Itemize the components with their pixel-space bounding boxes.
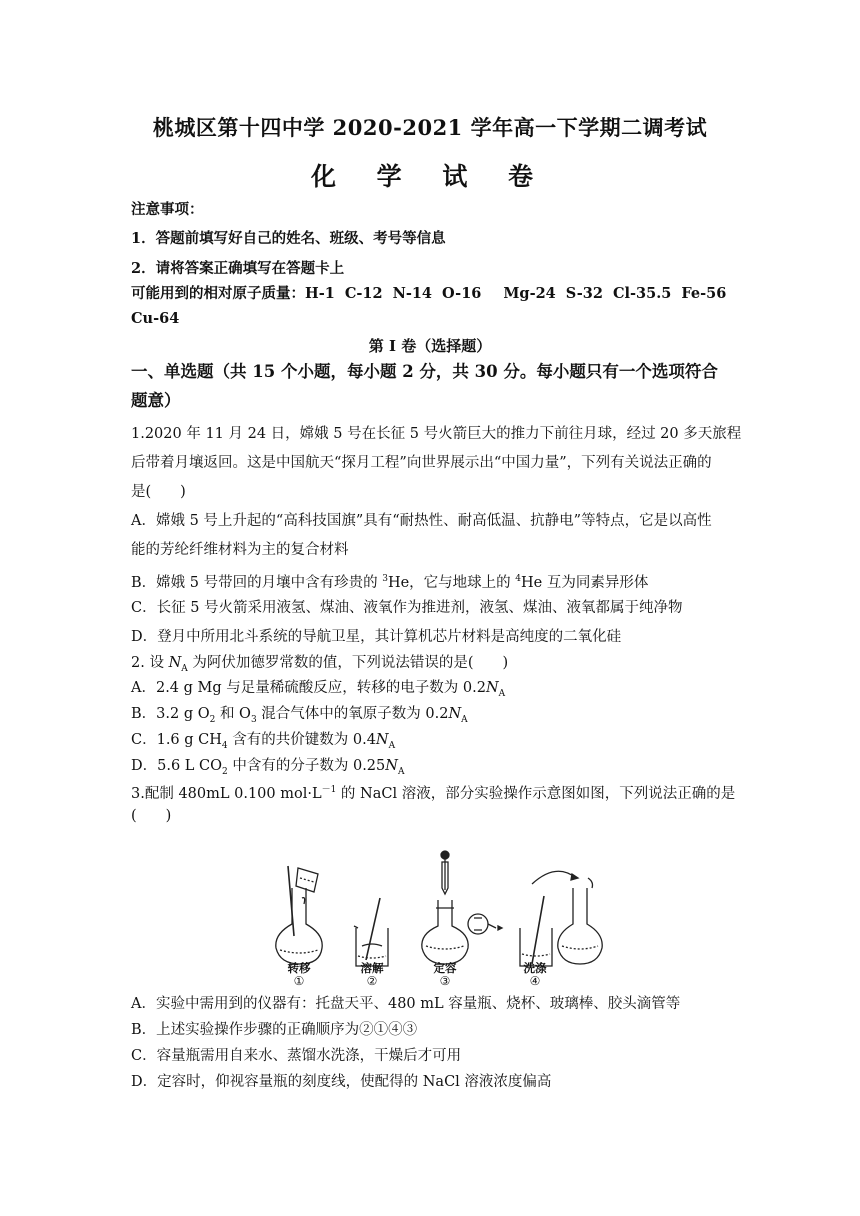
dissolve-apparatus xyxy=(354,898,388,966)
exam-subtitle: 化 学 试 卷 xyxy=(310,162,550,191)
q3-experiment-figure xyxy=(270,848,610,990)
mass-o: O-16 xyxy=(442,285,482,302)
q2-option-b: B．3.2 g $O_2$ 和 $O_3$ 混合气体中的氧原子数为 $0.2N_A$ xyxy=(131,706,468,725)
q3-stem: 3.配制 480mL 0.100 $mol\cdot L^{-1}$ 的 NaCl 溶液，部分实验操作示意图如图，下列说法正确的是 xyxy=(131,785,736,802)
mass-h: H-1 xyxy=(305,285,335,302)
wash-apparatus xyxy=(520,871,602,966)
figure-number-4: ④ xyxy=(529,974,541,988)
q3-option-b: B．上述实验操作步骤的正确顺序为②①④③ xyxy=(131,1022,418,1038)
notice-item-2: 2．请将答案正确填写在答题卡上 xyxy=(131,260,345,277)
q1-option-b: B．嫦娥 5 号带回的月壤中含有珍贵的 $^3$He，它与地球上的 $^4$He 互为同素异形体 xyxy=(131,574,649,591)
masses-label: 可能用到的相对原子质量： xyxy=(131,285,305,302)
q1-option-c: C．长征 5 号火箭采用液氢、煤油、液氧作为推进剂，液氢、煤油、液氧都属于纯净物 xyxy=(131,600,683,616)
q2-option-a: A．2.4 g Mg 与足量稀硫酸反应，转移的电子数为 $0.2N_A$ xyxy=(131,680,506,699)
q1-stem-line2: 后带着月壤返回。这是中国航天“探月工程”向世界展示出“中国力量”，下列有关说法正确的 xyxy=(131,455,712,471)
q3-option-d: D．定容时，仰视容量瓶的刻度线，使配得的 NaCl 溶液浓度偏高 xyxy=(131,1074,552,1090)
figure-number-2: ② xyxy=(366,974,378,988)
section-heading-line1: 一、单选题（共 15 个小题，每小题 2 分，共 30 分。每小题只有一个选项符合 xyxy=(131,362,718,381)
figure-label-3: 定容 xyxy=(433,961,457,975)
exam-title: 桃城区第十四中学 2020-2021 学年高一下学期二调考试 xyxy=(152,115,708,140)
q2-stem: 2. 设 $N_A$ 为阿伏加德罗常数的值，下列说法错误的是( ) xyxy=(131,655,509,674)
mass-s: S-32 xyxy=(565,285,603,302)
section-heading-line2: 题意） xyxy=(131,391,181,410)
q1-stem-line1: 1.2020 年 11 月 24 日，嫦娥 5 号在长征 5 号火箭巨大的推力下前往月球，经过 20 多天旅程 xyxy=(131,426,742,442)
q3-option-a: A．实验中需用到的仪器有：托盘天平、480 mL 容量瓶、烧杯、玻璃棒、胶头滴管等 xyxy=(131,996,681,1012)
q1-option-a-line1: A．嫦娥 5 号上升起的“高科技国旗”具有“耐热性、耐高低温、抗静电”等特点，它是以高性 xyxy=(131,513,712,529)
q1-option-d: D．登月中所用北斗系统的导航卫星，其计算机芯片材料是高纯度的二氧化硅 xyxy=(131,629,622,645)
mass-fe: Fe-56 xyxy=(681,285,727,302)
figure-number-3: ③ xyxy=(439,974,451,988)
notice-item-1: 1．答题前填写好自己的姓名、班级、考号等信息 xyxy=(131,230,446,247)
mass-cl: Cl-35.5 xyxy=(612,285,672,302)
figure-number-1: ① xyxy=(293,974,305,988)
q1-option-a-line2: 能的芳纶纤维材料为主的复合材料 xyxy=(131,542,349,558)
q1-stem-line3: 是( ) xyxy=(131,484,186,500)
mass-mg: Mg-24 xyxy=(503,285,556,302)
mass-c: C-12 xyxy=(344,285,383,302)
q3-stem-line2: ( ) xyxy=(131,808,172,824)
mass-cu: Cu-64 xyxy=(131,310,180,327)
q3-option-c: C．容量瓶需用自来水、蒸馏水洗涤，干燥后才可用 xyxy=(131,1048,462,1064)
q2-option-d: D．5.6 L $CO_2$ 中含有的分子数为 $0.25N_A$ xyxy=(131,758,405,777)
notice-heading: 注意事项： xyxy=(131,201,204,218)
figure-label-1: 转移 xyxy=(287,961,311,975)
q2-option-c: C．1.6 g $CH_4$ 含有的共价键数为 $0.4N_A$ xyxy=(131,732,396,751)
transfer-apparatus xyxy=(276,866,322,964)
mass-n: N-14 xyxy=(392,285,433,302)
figure-label-4: 洗涤 xyxy=(523,961,547,975)
atomic-masses xyxy=(131,284,731,304)
volume-fix-apparatus xyxy=(422,851,502,964)
figure-label-2: 溶解 xyxy=(360,961,384,975)
section-title: 第 I 卷（选择题） xyxy=(368,337,492,355)
